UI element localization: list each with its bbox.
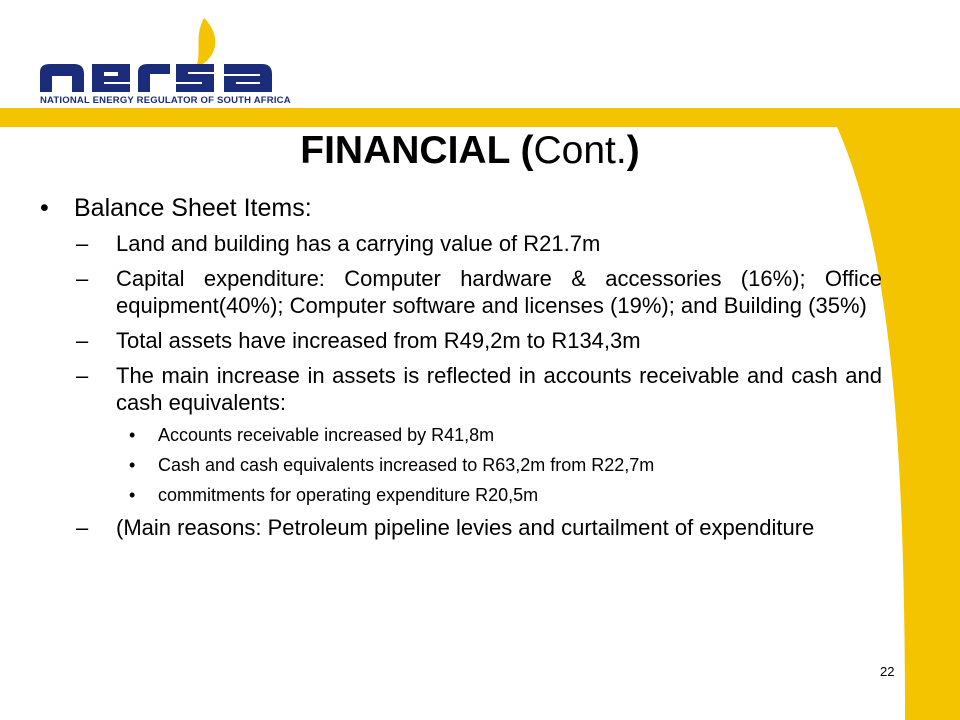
list-item-text: (Main reasons: Petroleum pipeline levies and curtailment of expenditure — [116, 515, 815, 540]
top-yellow-stripe — [0, 108, 960, 127]
letter-a — [224, 64, 272, 92]
list-item-text: Total assets have increased from R49,2m to R134,3m — [116, 328, 641, 353]
bullet-marker: • — [40, 194, 49, 222]
nersa-logo — [34, 16, 294, 108]
bullet-heading-text: Balance Sheet Items: — [74, 194, 312, 222]
sub-bullet-marker: • — [129, 455, 136, 475]
sub-list-item-text: Cash and cash equivalents increased to R63,2m from R22,7m — [158, 455, 655, 475]
slide-title — [0, 128, 940, 174]
letter-e — [92, 64, 130, 92]
logo-tagline: NATIONAL ENERGY REGULATOR OF SOUTH AFRICA — [40, 95, 291, 106]
sub-list-item — [40, 484, 882, 506]
dash-marker: – — [76, 328, 89, 353]
dash-marker: – — [76, 363, 89, 388]
dash-marker: – — [76, 231, 89, 256]
letter-r — [138, 64, 170, 92]
sub-bullet-marker: • — [129, 425, 136, 445]
list-item — [40, 265, 882, 319]
title-regular-part: Cont. — [533, 129, 627, 172]
list-item — [40, 362, 882, 416]
list-item — [40, 327, 882, 354]
letter-n — [40, 64, 84, 92]
sub-list-item-text: Accounts receivable increased by R41,8m — [158, 425, 495, 445]
title-bold-close: ) — [626, 129, 640, 172]
list-item-text: The main increase in assets is reflected in accounts receivable and cash and cash equivalents: — [116, 363, 882, 415]
flame-shape — [196, 18, 215, 68]
page-number: 22 — [880, 664, 895, 679]
list-item — [40, 514, 882, 541]
nersa-logo-mark — [34, 16, 294, 94]
bullet-content — [40, 192, 882, 549]
sub-bullet-marker: • — [129, 485, 136, 505]
title-bold-part: FINANCIAL ( — [300, 129, 534, 172]
list-item-text: Capital expenditure: Computer hardware & accessories (16%); Office equipment(40%); Computer software and licenses (19%); and Building (35%) — [116, 266, 882, 318]
bullet-heading — [40, 192, 882, 224]
sub-list-item-text: commitments for operating expenditure R20,5m — [158, 485, 539, 505]
dash-marker: – — [76, 515, 89, 540]
letter-s — [176, 64, 214, 92]
sub-list-item — [40, 454, 882, 476]
list-item — [40, 230, 882, 257]
list-item-text: Land and building has a carrying value of R21.7m — [116, 231, 601, 256]
sub-list-item — [40, 424, 882, 446]
dash-marker: – — [76, 266, 89, 291]
